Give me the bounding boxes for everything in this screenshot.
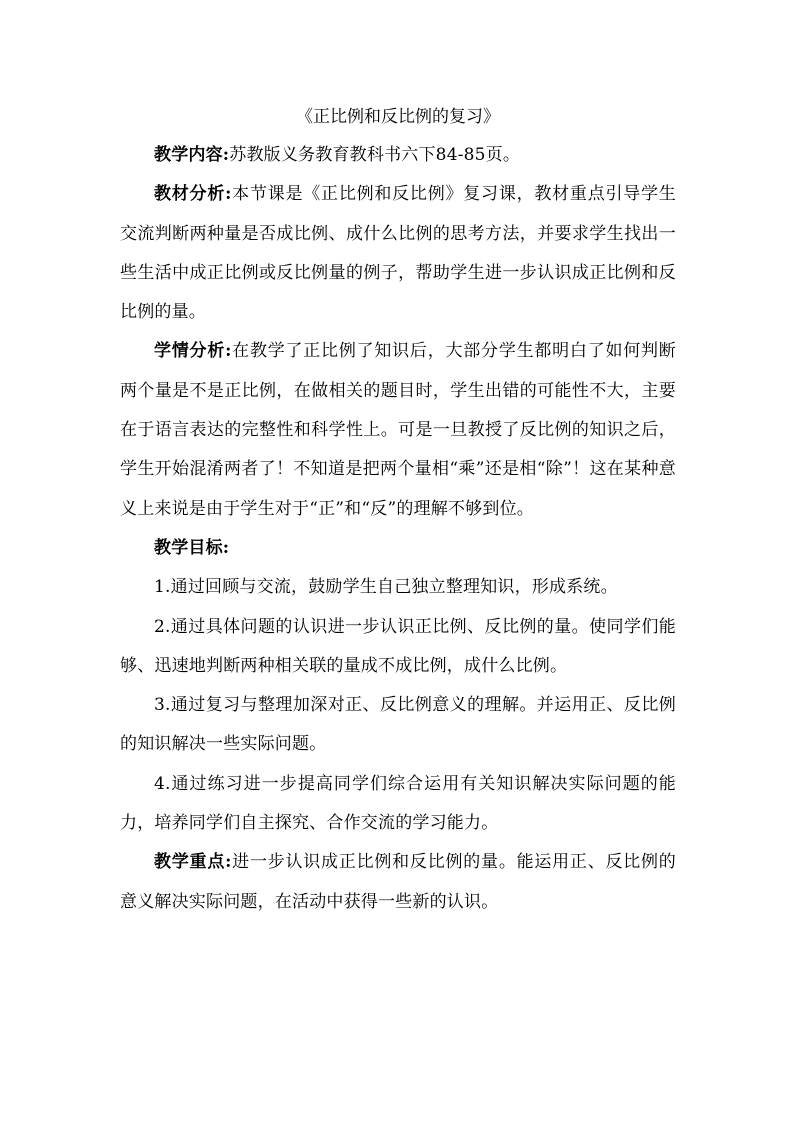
material-analysis-label: 教材分析: [154,184,232,205]
teaching-focus-paragraph [120,843,676,922]
teaching-content-paragraph [120,136,676,175]
teaching-goal-item: 4.通过练习进一步提高同学们综合运用有关知识解决实际问题的能力，培养同学们自主探究、合作交流的学习能力。 [120,773,676,834]
teaching-focus-text: 进一步认识成正比例和反比例的量。能运用正、反比例的意义解决实际问题，在活动中获得一些新的认识。 [120,852,677,912]
student-situation-paragraph [120,332,676,528]
teaching-focus-label: 教学重点: [154,852,232,873]
teaching-goal-item: 3.通过复习与整理加深对正、反比例意义的理解。并运用正、反比例的知识解决一些实际问题。 [120,695,676,755]
material-analysis-text: 本节课是《正比例和反比例》复习课，教材重点引导学生交流判断两种量是否成比例、成什么比例的思考方法，并要求学生找出一些生活中成正比例或反比例量的例子，帮助学生进一步认识成正比例和反比例的量。 [120,184,677,323]
teaching-content-text: 苏教版义务教育教科书六下84-85页。 [229,145,521,165]
document-page [120,98,676,922]
teaching-goal-item: 1.通过回顾与交流，鼓励学生自己独立整理知识，形成系统。 [154,577,618,598]
document-title: 《正比例和反比例的复习》 [296,107,500,127]
material-analysis-paragraph [120,175,676,332]
teaching-content-label: 教学内容: [154,145,230,165]
teaching-goals-heading: 教学目标: [154,537,230,558]
student-situation-text: 在教学了正比例了知识后，大部分学生都明白了如何判断两个量是不是正比例，在做相关的题目时，学生出错的可能性不大，主要在于语言表达的完整性和科学性上。可是一旦教授了反比例的知识之后，学生开始混淆两者了！不知道是把两个量相“乘”还是相“除”！这在某种意义上来说是由于学生对于“正”和“反”的理解不够到位。 [120,341,677,519]
teaching-goal-item: 2.通过具体问题的认识进一步认识正比例、反比例的量。使同学们能够、迅速地判断两种相关联的量成不成比例，成什么比例。 [120,616,676,676]
student-situation-label: 学情分析: [154,341,232,362]
